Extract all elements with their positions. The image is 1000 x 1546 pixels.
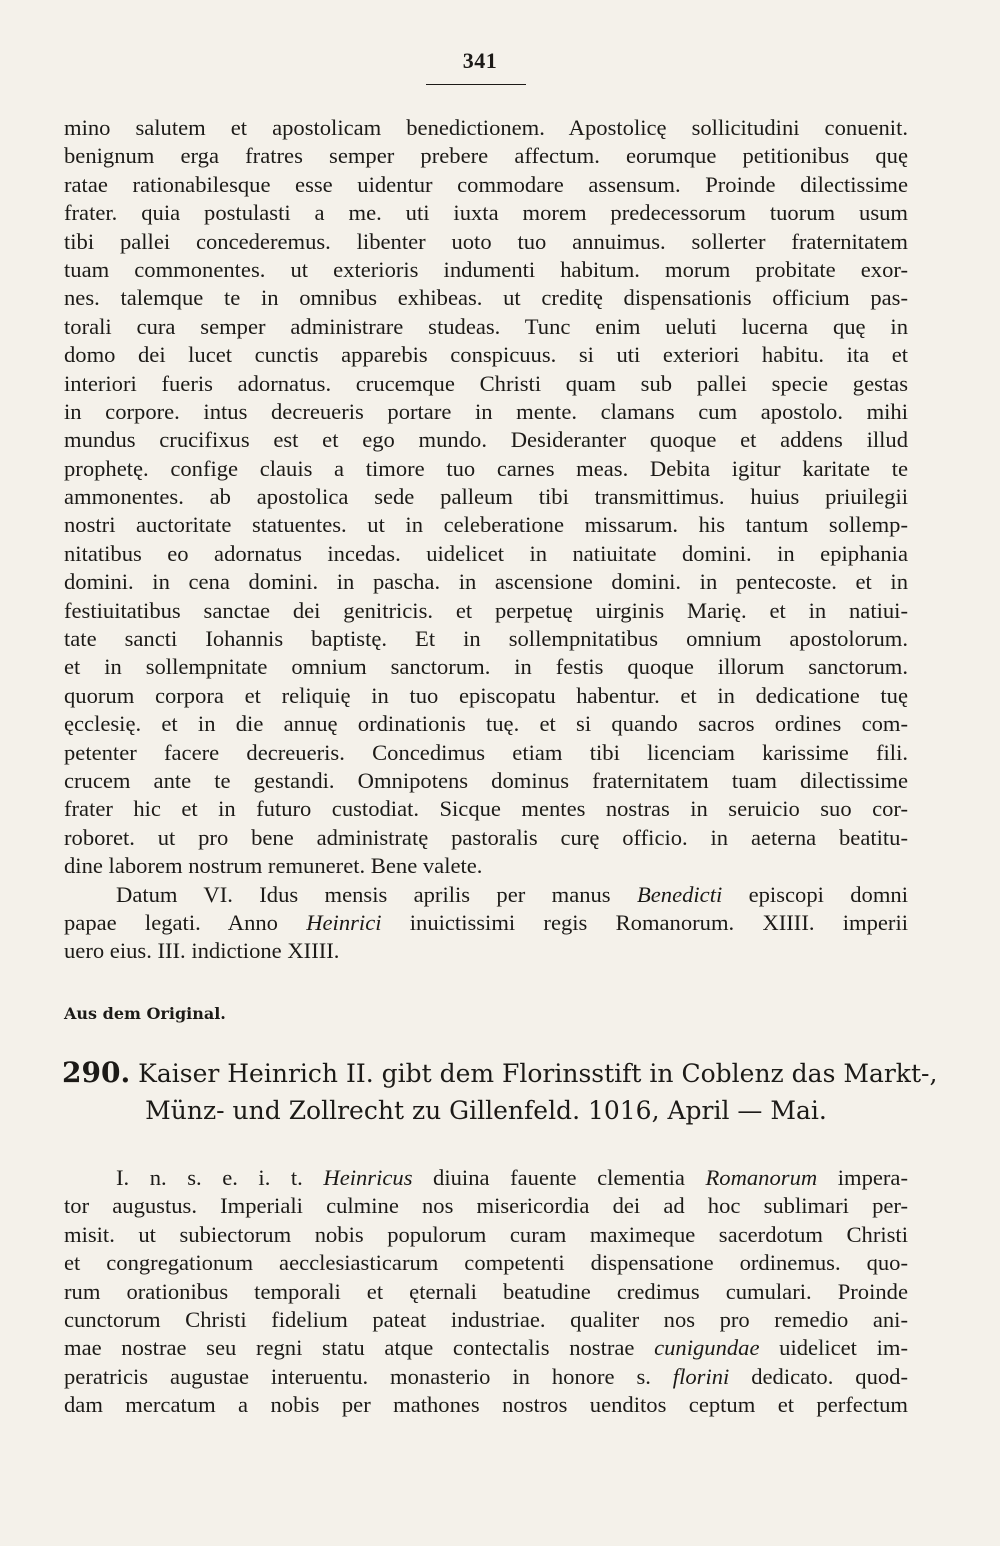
text-line: cunctorum Christi fidelium pateat industriae. qualiter nos pro remedio ani- (64, 1306, 908, 1332)
text-line: ęcclesię. et in die annuę ordinationis tuę. et si quando sacros ordines com- (64, 711, 908, 737)
text-line: et in sollempnitate omnium sanctorum. in festis quoque illorum sanctorum. (64, 654, 908, 680)
heading-line (62, 1054, 938, 1092)
text-line: petenter facere decreueris. Concedimus etiam tibi licenciam karissime fili. (64, 739, 908, 765)
letter-text-block (64, 114, 908, 966)
datum-text: papae legati. Anno (64, 909, 307, 935)
datum-name-heinrici: Heinrici (306, 909, 382, 935)
text-run: mae nostrae seu regni statu atque contectalis nostrae (64, 1335, 655, 1361)
datum-text: Datum VI. Idus mensis aprilis per manus (116, 881, 637, 907)
text-line (64, 1164, 908, 1192)
document-heading (62, 1054, 938, 1129)
text-line (64, 1363, 908, 1391)
text-line: frater hic et in futuro custodiat. Sicque mentes nostras in seruicio suo cor- (64, 796, 908, 822)
text-line: misit. ut subiectorum nobis populorum curam maximeque sacerdotum Christi (64, 1221, 908, 1247)
text-line: festiuitatibus sanctae dei genitricis. et perpetuę uirginis Marię. et in natiui- (64, 597, 908, 623)
text-run: diuina fauente clementia (412, 1165, 706, 1190)
datum-text: episcopi domni (722, 881, 908, 907)
text-line: frater. quia postulasti a me. uti iuxta morem predecessorum tuorum usum (64, 200, 908, 226)
datum-line: uero eius. III. indictione XIIII. (64, 938, 340, 964)
name-heinricus: Heinricus (323, 1165, 413, 1190)
text-line: tate sancti Iohannis baptistę. Et in sollempnitatibus omnium apostolorum. (64, 626, 908, 652)
text-line (64, 1334, 908, 1362)
text-line: ammonentes. ab apostolica sede palleum tibi transmittimus. huius priuilegii (64, 484, 908, 510)
text-line: nes. talemque te in omnibus exhibeas. ut creditę dispensationis officium pas- (64, 285, 908, 311)
datum-line (64, 881, 908, 909)
text-line: tibi pallei concederemus. libenter uoto tuo annuimus. sollerter fraternitatem (64, 228, 908, 254)
text-line: rum orationibus temporali et ęternali beatudine credimus cumulari. Proinde (64, 1278, 908, 1304)
text-run: impera- (817, 1165, 908, 1190)
text-line: crucem ante te gestandi. Omnipotens dominus fraternitatem tuam dilectissime (64, 767, 908, 793)
text-line: prophetę. confige clauis a timore tuo carnes meas. Debita igitur karitate te (64, 455, 908, 481)
text-run: peratricis augustae interuentu. monasterio in honore s. (64, 1363, 673, 1389)
text-line: in corpore. intus decreueris portare in mente. clamans cum apostolo. mihi (64, 398, 908, 424)
text-line: nostri auctoritate statuentes. ut in celeberatione missarum. his tantum sollemp- (64, 512, 908, 538)
text-line: dine laborem nostrum remuneret. Bene valete. (64, 853, 483, 879)
name-romanorum: Romanorum (705, 1165, 818, 1190)
heading-title: Kaiser Heinrich II. gibt dem Florinsstift in Coblenz das Markt-, (138, 1059, 938, 1088)
text-line: domini. in cena domini. in pascha. in ascensione domini. in pentecoste. et in (64, 569, 908, 595)
page-number-rule (426, 84, 526, 85)
text-line: torali cura semper administrare studeas. Tunc enim ueluti lucerna quę in (64, 313, 908, 339)
text-line: interiori fueris adornatus. crucemque Christi quam sub pallei specie gestas (64, 370, 908, 396)
charter-text-block (64, 1164, 908, 1420)
text-line: benignum erga fratres semper prebere affectum. eorumque petitionibus quę (64, 143, 908, 169)
text-line: mundus crucifixus est et ego mundo. Desideranter quoque et addens illud (64, 427, 908, 453)
document-number: 290. (62, 1056, 131, 1089)
page-number: 341 (462, 48, 498, 73)
heading-line: Münz- und Zollrecht zu Gillenfeld. 1016, April — Mai. (145, 1096, 827, 1125)
datum-text: inuictissimi regis Romanorum. XIIII. imperii (381, 909, 908, 935)
text-line: et congregationum aecclesiasticarum competenti dispensatione ordinemus. quo- (64, 1250, 908, 1276)
text-line: ratae rationabilesque esse uidentur commodare assensum. Proinde dilectissime (64, 171, 908, 197)
text-line: domo dei lucet cunctis apparebis conspicuus. si uti exteriori habitu. ita et (64, 342, 908, 368)
name-cunigundae: cunigundae (654, 1335, 760, 1361)
text-line: mino salutem et apostolicam benedictionem. Apostolicę sollicitudini conuenit. (64, 115, 908, 140)
text-run: dedicato. quod- (729, 1363, 908, 1389)
name-florini: florini (672, 1363, 730, 1389)
text-line: roboret. ut pro bene administratę pastoralis curę officio. in aeterna beatitu- (64, 824, 908, 850)
datum-line (64, 909, 908, 937)
source-note: Aus dem Original. (64, 1004, 226, 1023)
text-line: tor augustus. Imperiali culmine nos misericordia dei ad hoc sublimari per- (64, 1193, 908, 1219)
datum-name-benedicti: Benedicti (636, 881, 723, 907)
text-line: tuam commonentes. ut exterioris indumenti habitum. morum probitate exor- (64, 256, 908, 282)
text-line: quorum corpora et reliquię in tuo episcopatu habentur. et in dedicatione tuę (64, 682, 908, 708)
text-run: uidelicet im- (759, 1335, 908, 1361)
text-run: I. n. s. e. i. t. (116, 1165, 324, 1190)
text-line: nitatibus eo adornatus incedas. uidelicet in natiuitate domini. in epiphania (64, 540, 908, 566)
text-line: dam mercatum a nobis per mathones nostros uenditos ceptum et perfectum (64, 1392, 908, 1418)
